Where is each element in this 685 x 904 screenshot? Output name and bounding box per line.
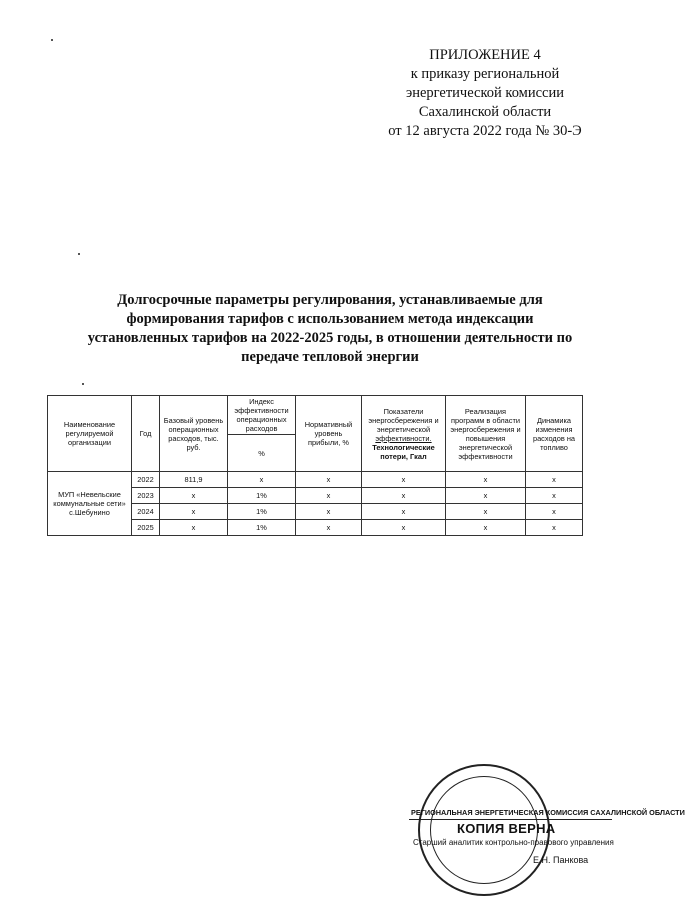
cell-fuel: x [526,472,583,488]
stamp-divider [409,819,612,820]
cell-energy: x [362,472,446,488]
header-profit: Нормативный уровень прибыли, % [296,396,362,472]
cell-index: x [228,472,296,488]
stamp-main-text: КОПИЯ ВЕРНА [457,821,556,836]
cell-profit: x [296,520,362,536]
appendix-line: энергетической комиссии [405,85,565,101]
cell-fuel: x [526,504,583,520]
cell-year: 2025 [132,520,160,536]
cell-programs: x [446,504,526,520]
header-energy-underlined: эффективности. [375,433,432,443]
cell-base: x [160,488,228,504]
cell-year: 2024 [132,504,160,520]
cell-base: x [160,520,228,536]
header-index-unit: % [228,435,296,472]
title-line: Долгосрочные параметры регулирования, устанавливаемые для [117,292,543,308]
cell-year: 2022 [132,472,160,488]
cell-fuel: x [526,520,583,536]
header-energy-indicators [362,396,446,472]
parameters-table [47,395,583,536]
table-row [48,472,583,488]
appendix-line: к приказу региональной [410,66,560,82]
cell-energy: x [362,504,446,520]
scan-artifact [78,253,80,255]
cell-base: x [160,504,228,520]
header-programs: Реализация программ в области энергосбережения и повышения энергетической эффективности [446,396,526,472]
cell-energy: x [362,520,446,536]
appendix-line: Сахалинской области [418,104,552,120]
cell-year: 2023 [132,488,160,504]
cell-energy: x [362,488,446,504]
stamp-org: РЕГИОНАЛЬНАЯ ЭНЕРГЕТИЧЕСКАЯ КОМИССИЯ САХАЛИНСКОЙ ОБЛАСТИ [411,808,685,817]
cell-programs: x [446,488,526,504]
title-line: установленных тарифов на 2022-2025 годы, в отношении деятельности по [87,330,573,346]
cell-profit: x [296,472,362,488]
stamp-signer-name: Е.Н. Панкова [533,855,589,865]
header-efficiency-index: Индекс эффективности операционных расходов [228,396,296,435]
cell-base: 811,9 [160,472,228,488]
cell-fuel: x [526,488,583,504]
cell-programs: x [446,520,526,536]
scan-artifact [82,383,84,385]
cell-profit: x [296,488,362,504]
scan-artifact [51,39,53,41]
stamp-position: Старший аналитик контрольно-правового управления [413,838,614,847]
appendix-block [340,46,630,141]
document-title [40,291,620,367]
cell-programs: x [446,472,526,488]
header-year: Год [132,396,160,472]
appendix-date: от 12 августа 2022 года № 30-Э [388,123,582,139]
copy-certification-stamp [409,800,685,865]
cell-org-name: МУП «Невельские коммунальные сети» с.Шебунино [48,472,132,536]
header-base-level: Базовый уровень операционных расходов, тыс. руб. [160,396,228,472]
cell-index: 1% [228,520,296,536]
header-energy-losses: Технологические потери, Гкал [372,442,435,461]
cell-index: 1% [228,488,296,504]
cell-profit: x [296,504,362,520]
header-org: Наименование регулируемой организации [48,396,132,472]
appendix-title: ПРИЛОЖЕНИЕ 4 [429,47,541,63]
header-energy-text: Показатели энергосбережения и энергетической [368,406,439,434]
header-fuel: Динамика изменения расходов на топливо [526,396,583,472]
title-line: формирования тарифов с использованием метода индексации [126,311,534,327]
title-line: передаче тепловой энергии [241,349,419,365]
cell-index: 1% [228,504,296,520]
